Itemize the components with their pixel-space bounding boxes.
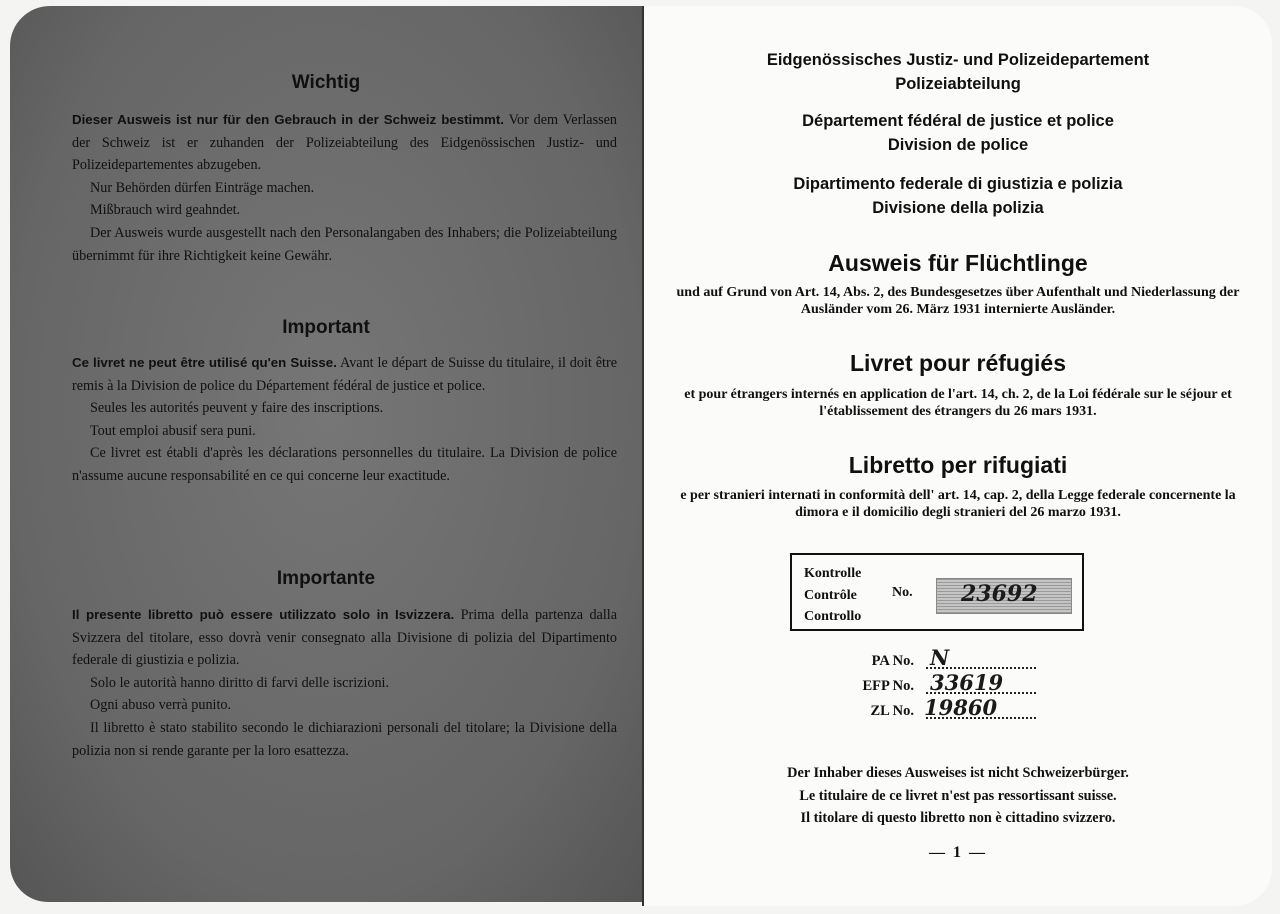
control-number-box — [790, 553, 1084, 631]
control-label-de: Kontrolle — [804, 566, 862, 581]
control-number-handwritten: 23692 — [961, 581, 1038, 607]
lead-german: Dieser Ausweis ist nur für den Gebrauch in der Schweiz bestimmt. — [72, 112, 504, 127]
citizenship-note: Der Inhaber dieses Ausweises ist nicht Schweizerbürger. Le titulaire de ce livret n'est pas ressortissant suisse. Il titolare di questo libretto non è cittadino svizzero. — [787, 765, 1129, 826]
notice-german: Dieser Ausweis ist nur für den Gebrauch in der Schweiz bestimmt. Vor dem Verlassen der Schweiz ist er zuhanden der Polizeiabteilung des Eidgenössischen Justiz- und Polizeidepartementes abzugeben. Nur Behörden dürfen Einträge machen. Mißbrauch wird geahndet. Der Ausweis wurde ausgestellt nach den Personalangaben des Inhabers; die Polizeiabteilung übernimmt für ihre Richtigkeit keine Gewähr. — [72, 112, 617, 264]
notice-italian: Il presente libretto può essere utilizzato solo in Isvizzera. Prima della partenza dalla Svizzera del titolare, esso dovrà venir consegnato alla Divisione di polizia del Dipartimento federale di giustizia e polizia. Solo le autorità hanno diritto di farvi delle iscrizioni. Ogni abuso verrà punito. Il libretto è stato stabilito secondo le dichiarazioni personali del titolare; la Divisione della polizia non si rende garante per la loro esattezza. — [72, 607, 618, 759]
left-page — [10, 6, 642, 902]
notice-french: Ce livret ne peut être utilisé qu'en Suisse. Avant le départ de Suisse du titulaire, il doit être remis à la Division de police du Département fédéral de justice et police. Seules les autorités peuvent y faire des inscriptions. Tout emploi abusif sera puni. Ce livret est établi d'après les déclarations personnelles du titulaire. La Division de police n'assume aucune responsabilité en ce qui concerne leur exactitude. — [72, 355, 617, 484]
title-french: Livret pour réfugiés — [850, 350, 1066, 376]
zl-value-handwritten: 19860 — [924, 695, 998, 720]
lead-italian: Il presente libretto può essere utilizzato solo in Isvizzera. — [72, 607, 455, 622]
control-number-field — [936, 578, 1072, 614]
heading-importante: Importante — [276, 568, 376, 589]
page-number: — 1 — — [929, 844, 987, 861]
zl-label: ZL No. — [870, 703, 914, 719]
title-german: Ausweis für Flüchtlinge — [828, 250, 1088, 276]
subtitle-italian: e per stranieri internati in conformità dell' art. 14, cap. 2, della Legge federale concernente la dimora e il domicilio degli stranieri del 26 marzo 1931. — [680, 488, 1236, 520]
pa-label: PA No. — [871, 653, 914, 669]
dept-italian: Dipartimento federale di giustizia e polizia Divisione della polizia — [793, 175, 1123, 217]
heading-wichtig: Wichtig — [291, 72, 361, 93]
right-page — [642, 6, 1272, 906]
title-italian: Libretto per rifugiati — [848, 452, 1068, 478]
dept-german: Eidgenössisches Justiz- und Polizeidepartement Polizeiabteilung — [766, 51, 1150, 93]
dept-french: Département fédéral de justice et police Division de police — [802, 112, 1114, 154]
subtitle-french: et pour étrangers internés en application de l'art. 14, ch. 2, de la Loi fédérale sur le séjour et l'établissement des étrangers du 26 mars 1931. — [684, 387, 1232, 419]
control-label-it: Controllo — [804, 609, 862, 624]
lead-french: Ce livret ne peut être utilisé qu'en Suisse. — [72, 355, 337, 370]
pa-value-handwritten: N 33619 — [930, 645, 1004, 695]
efp-label: EFP No. — [862, 678, 914, 694]
control-label-fr: Contrôle — [804, 587, 857, 603]
heading-important: Important — [282, 317, 370, 338]
subtitle-german: und auf Grund von Art. 14, Abs. 2, des Bundesgesetzes über Aufenthalt und Niederlassung der Ausländer vom 26. März 1931 internierte Ausländer. — [676, 285, 1240, 317]
control-no-label: No. — [892, 585, 913, 600]
